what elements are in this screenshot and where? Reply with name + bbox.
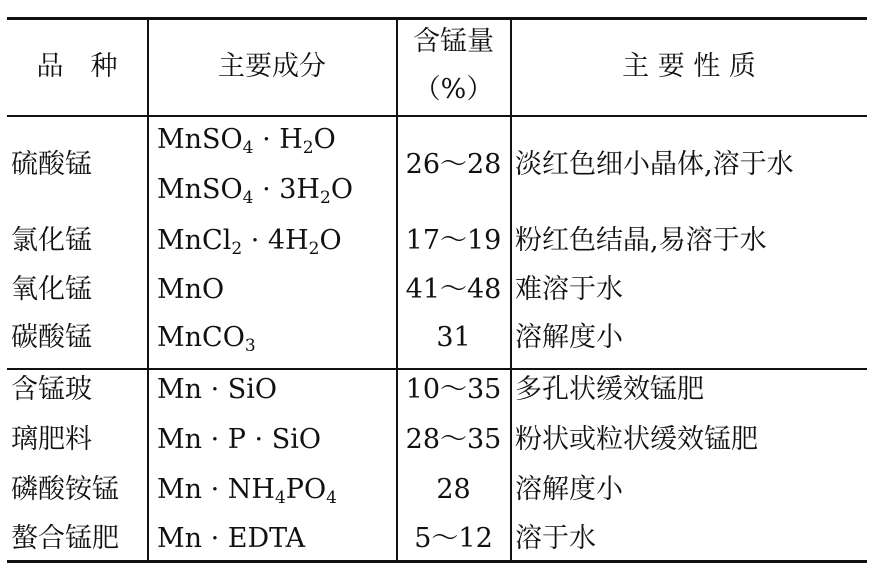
- column-divider: [510, 17, 512, 562]
- manganese-fertilizer-table: [7, 17, 867, 562]
- row-content: 10～35: [405, 374, 502, 405]
- row-name: 螯合锰肥: [11, 523, 119, 554]
- row-property: 粉状或粒状缓效锰肥: [515, 424, 758, 455]
- group-rule: [7, 368, 867, 370]
- header-composition: 主要成分: [218, 51, 326, 82]
- row-content: 31: [436, 322, 471, 353]
- row-formula: MnCl$_2$ · $4H_2O$: [157, 225, 342, 259]
- row-property: 难溶于水: [515, 274, 623, 305]
- row-name: 硫酸锰: [11, 149, 92, 180]
- row-name: 碳酸锰: [11, 322, 92, 353]
- row-property: 溶解度小: [515, 474, 623, 505]
- header-properties: 主 要 性 质: [622, 51, 756, 82]
- row-content: 5～12: [414, 523, 493, 554]
- row-formula: $Mn \cdot NH_4PO_4$: [157, 474, 337, 508]
- bottom-rule: [7, 560, 867, 563]
- row-formula: MnSO$_4$ · $3H_2O$: [157, 174, 353, 208]
- row-name: 璃肥料: [11, 424, 92, 455]
- row-content: 28: [436, 474, 471, 505]
- row-property: 多孔状缓效锰肥: [515, 374, 704, 405]
- header-content-line1: 含锰量: [413, 26, 494, 57]
- header-variety: 品 种: [36, 51, 118, 82]
- row-property: 溶于水: [515, 523, 596, 554]
- header-content-line2: （%）: [413, 74, 494, 105]
- column-divider: [147, 17, 149, 562]
- row-formula: Mn · P · SiO: [157, 424, 321, 455]
- row-property: 淡红色细小晶体,溶于水: [515, 149, 794, 180]
- row-property: 粉红色结晶,易溶于水: [515, 225, 767, 256]
- row-formula: MnSO$_4$ · $H_2O$: [157, 124, 336, 158]
- row-property: 溶解度小: [515, 322, 623, 353]
- row-content: 17～19: [405, 225, 502, 256]
- row-name: 磷酸铵锰: [11, 474, 119, 505]
- row-formula: MnCO$_3$: [157, 322, 256, 356]
- row-content: 26～28: [405, 149, 502, 180]
- row-name: 含锰玻: [11, 374, 92, 405]
- row-formula: Mn · SiO: [157, 374, 278, 405]
- header-rule: [7, 115, 867, 117]
- row-name: 氧化锰: [11, 274, 92, 305]
- row-name: 氯化锰: [11, 225, 92, 256]
- row-content: 41～48: [405, 274, 502, 305]
- top-rule: [7, 17, 867, 20]
- row-formula: Mn · EDTA: [157, 523, 306, 554]
- row-formula: MnO: [157, 274, 225, 305]
- row-content: 28～35: [405, 424, 502, 455]
